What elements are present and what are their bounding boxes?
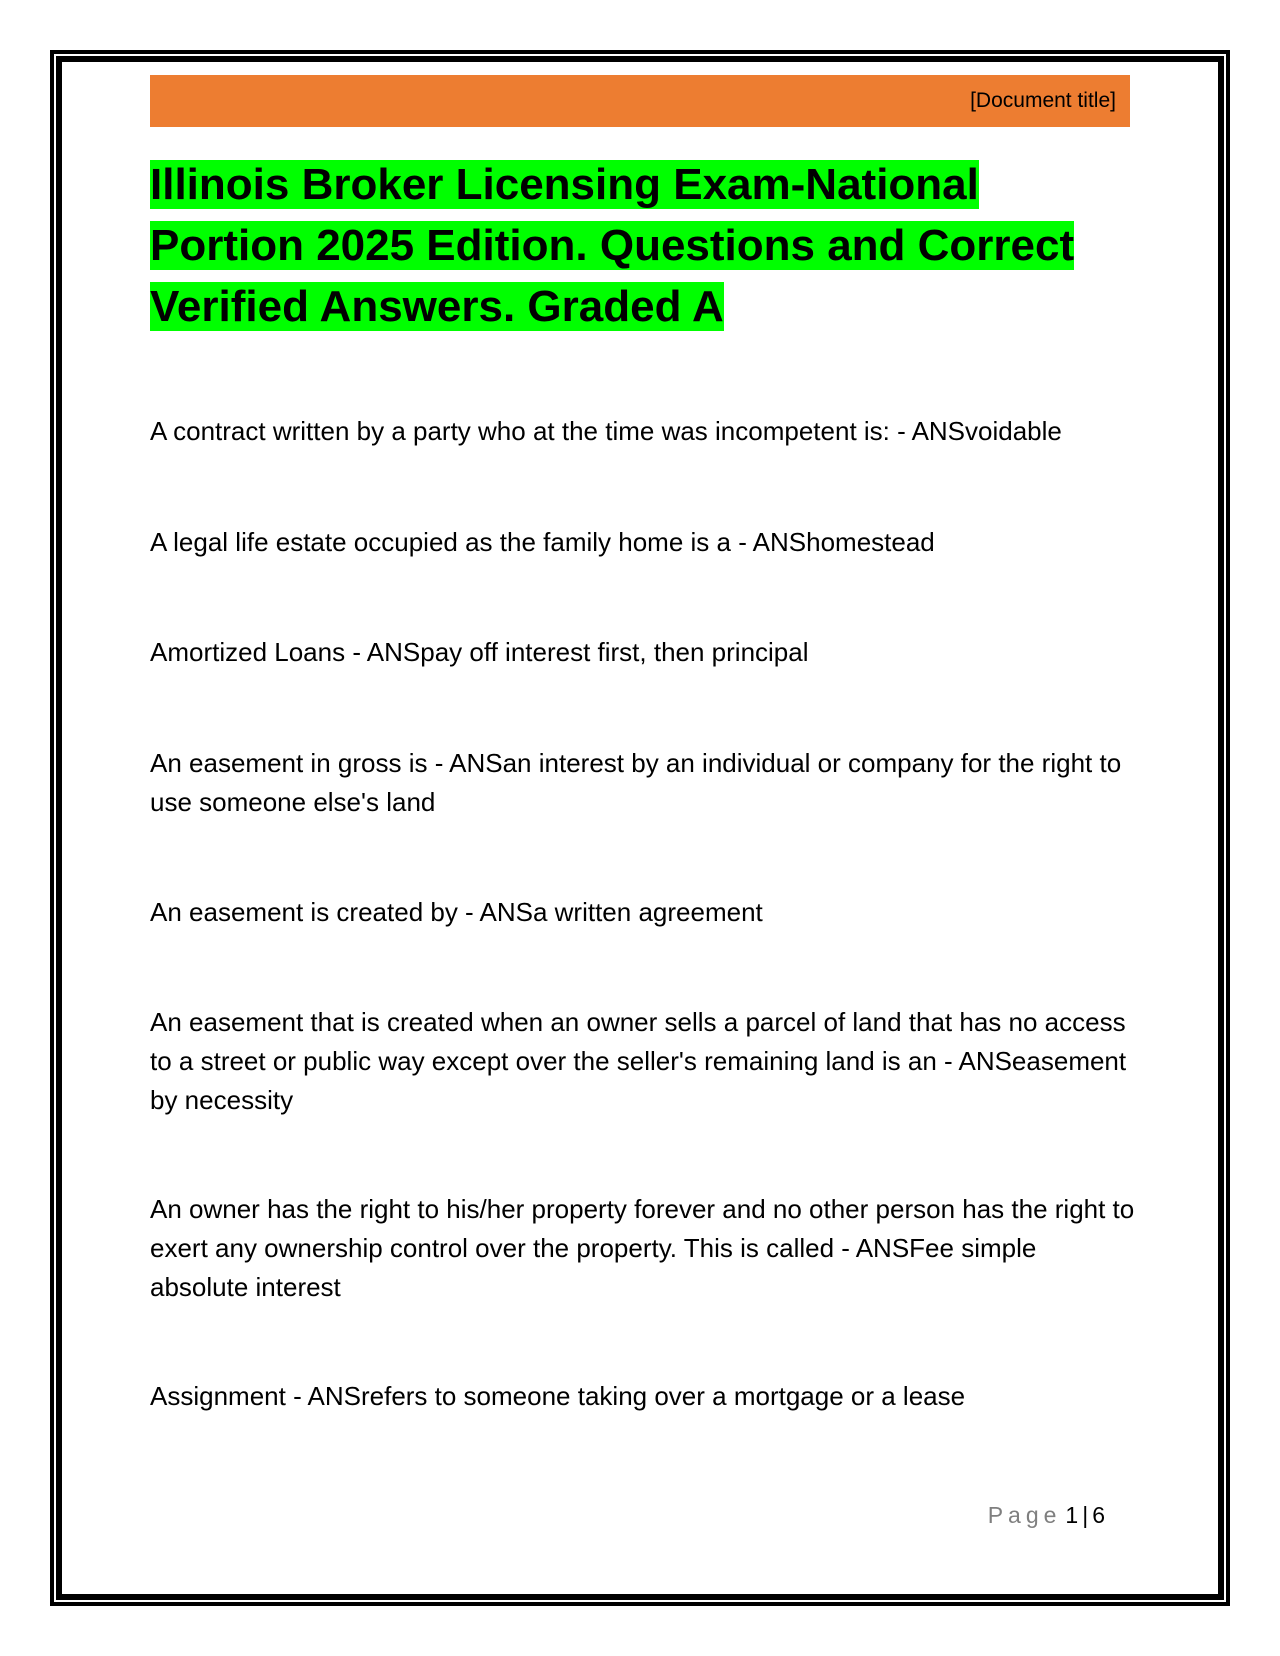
question-answer-item: Amortized Loans - ANSpay off interest first, then principal <box>150 637 809 667</box>
document-heading-text: Illinois Broker Licensing Exam-National Portion 2025 Edition. Questions and Correct Verified Answers. Graded A <box>150 160 1075 331</box>
question-answer-item: An easement in gross is - ANSan interest by an individual or company for the right to use someone else's land <box>150 748 1122 817</box>
page-separator: | <box>1082 1502 1089 1528</box>
question-answer-item: An easement is created by - ANSa written agreement <box>150 897 763 927</box>
page-label: Page <box>987 1502 1062 1528</box>
page-number-footer <box>988 1502 1105 1529</box>
header-bar <box>150 75 1130 127</box>
question-answer-item: A legal life estate occupied as the family home is a - ANShomestead <box>150 527 935 557</box>
total-pages-number: 6 <box>1092 1502 1105 1528</box>
question-answer-item: An easement that is created when an owner sells a parcel of land that has no access to a street or public way except over the seller's remaining land is an - ANSeasement by necessity <box>150 1007 1127 1115</box>
question-answer-item: Assignment - ANSrefers to someone taking over a mortgage or a lease <box>150 1381 966 1411</box>
current-page-number: 1 <box>1065 1502 1079 1528</box>
question-answer-item: A contract written by a party who at the time was incompetent is: - ANSvoidable <box>150 416 1062 446</box>
question-answer-item: An owner has the right to his/her property forever and no other person has the right to exert any ownership control over the property. This is called - ANSFee simple absolute interest <box>150 1194 1135 1302</box>
document-title-placeholder: [Document title] <box>970 89 1116 112</box>
document-heading <box>150 154 1140 337</box>
